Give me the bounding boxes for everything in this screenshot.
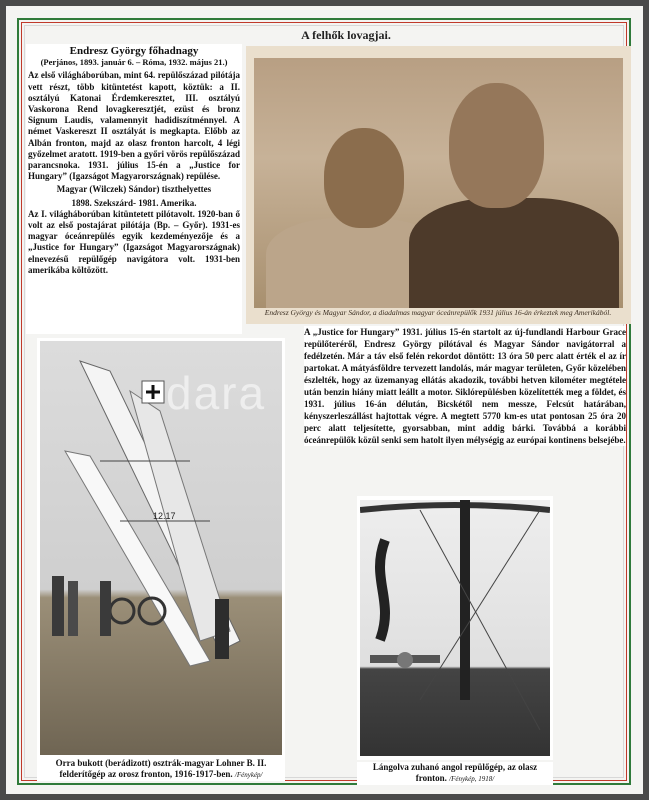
crashed-plane-caption-text: Orra bukott (berádizott) osztrák-magyar Lohner B. II. felderítőgép az orosz fronton, 1916-1917-ben. (55, 758, 267, 779)
falling-plane-photo (357, 496, 553, 760)
bio-dates: (Perjános, 1893. január 6. – Róma, 1932. május 21.) (40, 57, 228, 68)
bio-text-magyar: Az I. világháborúban kitüntetett pilótavolt. 1920-ban ő volt az első postajárat pilótája (Bp. – Győr). 1931-es magyar óceánrepülés egyik kezdeményezője és a „Justice for Hungary” (Igazságot Magyarországnak) elnevezésű repülőgép navigátora volt. 1931-ben amerikába költözött. (28, 208, 240, 275)
bio-name-2: Magyar (Wilczek) Sándor) tiszthelyettes (56, 184, 212, 195)
tail-number: 12.17 (153, 511, 176, 521)
bio-panel (26, 44, 242, 334)
crashed-plane-credit: /Fénykép/ (234, 771, 263, 779)
falling-plane-caption-text: Lángolva zuhanó angol repülőgép, az olasz fronton. (372, 762, 538, 783)
page-title: A felhők lovagjai. (301, 28, 391, 42)
falling-plane-image (360, 500, 550, 756)
falling-plane-caption (357, 762, 553, 785)
bio-text-endresz: Az első világháborúban, mint 64. repülőszázad pilótája vett részt, több kitüntetést kapott, köztük: a II. osztályú Katonai Érdemkeresztet, III. osztályú Vaskorona Rend lovagkeresztjét, ezüst és bronz Signum Laudis, valamennyit hadidiszítménnyel. A német Vaskereszt II osztályát is megkapta. Előbb az Albán fronton, majd az olasz fronton harcolt, 4 légi győzelmet aratott. 1919-ben a győri vörös repülőszázad parancsnoka. 1931. július 15-én a „Justice for Hungary” (Igazságot Magyarországnak) repülése. (28, 70, 240, 182)
left-man-head (324, 128, 404, 228)
falling-plane-credit: /Fénykép, 1918/ (449, 775, 495, 783)
falling-plane-drawing (360, 500, 550, 756)
crashed-plane-caption (37, 758, 285, 781)
portrait-caption: Endresz György és Magyar Sándor, a diadalmas magyar óceánrepülők 1931 július 16-án érkeztek meg Amerikából. (264, 308, 612, 317)
right-man-head (449, 83, 544, 208)
watermark: dara (166, 367, 267, 419)
bio-dates-2: 1898. Szekszárd- 1981. Amerika. (71, 197, 197, 208)
flight-story: A „Justice for Hungary” 1931. július 15-én startolt az új-fundlandi Harbour Grace repülőteréről, Endresz György pilótával és Magyar Sándor navigátorral a fedélzetén. Már a táv első felén rekordot döntött: 13 óra 50 perc alatt érték el az ír partokat. A mátyásföldre tervezett landolás, már magyar területen, Győr közelében észlelték, hogy az üzemanyag ellátás akadozik, további hetven kilométer megtétele után benzin hiány miatt leállt a motor. Siklórepülésben közelítették meg a földet, és 1931. július 16-án délután, Bicskétől nem messze, Felcsút határában, kényszerleszállást hajtottak végre. A megtett 5770 km-es utat pontosan 25 óra 20 perc alatt teljesítette, gyorsabban, mint addig bárki. Továbbá a korábbi óceánrepülők közül senki sem hatolt ilyen mélységig az európai kontinens belsejébe. (304, 327, 626, 445)
portrait-photo (246, 46, 631, 324)
right-man-suit (409, 198, 619, 308)
album-page (6, 6, 643, 794)
bio-name: Endresz György főhadnagy (69, 45, 199, 57)
portrait-image (254, 58, 623, 308)
